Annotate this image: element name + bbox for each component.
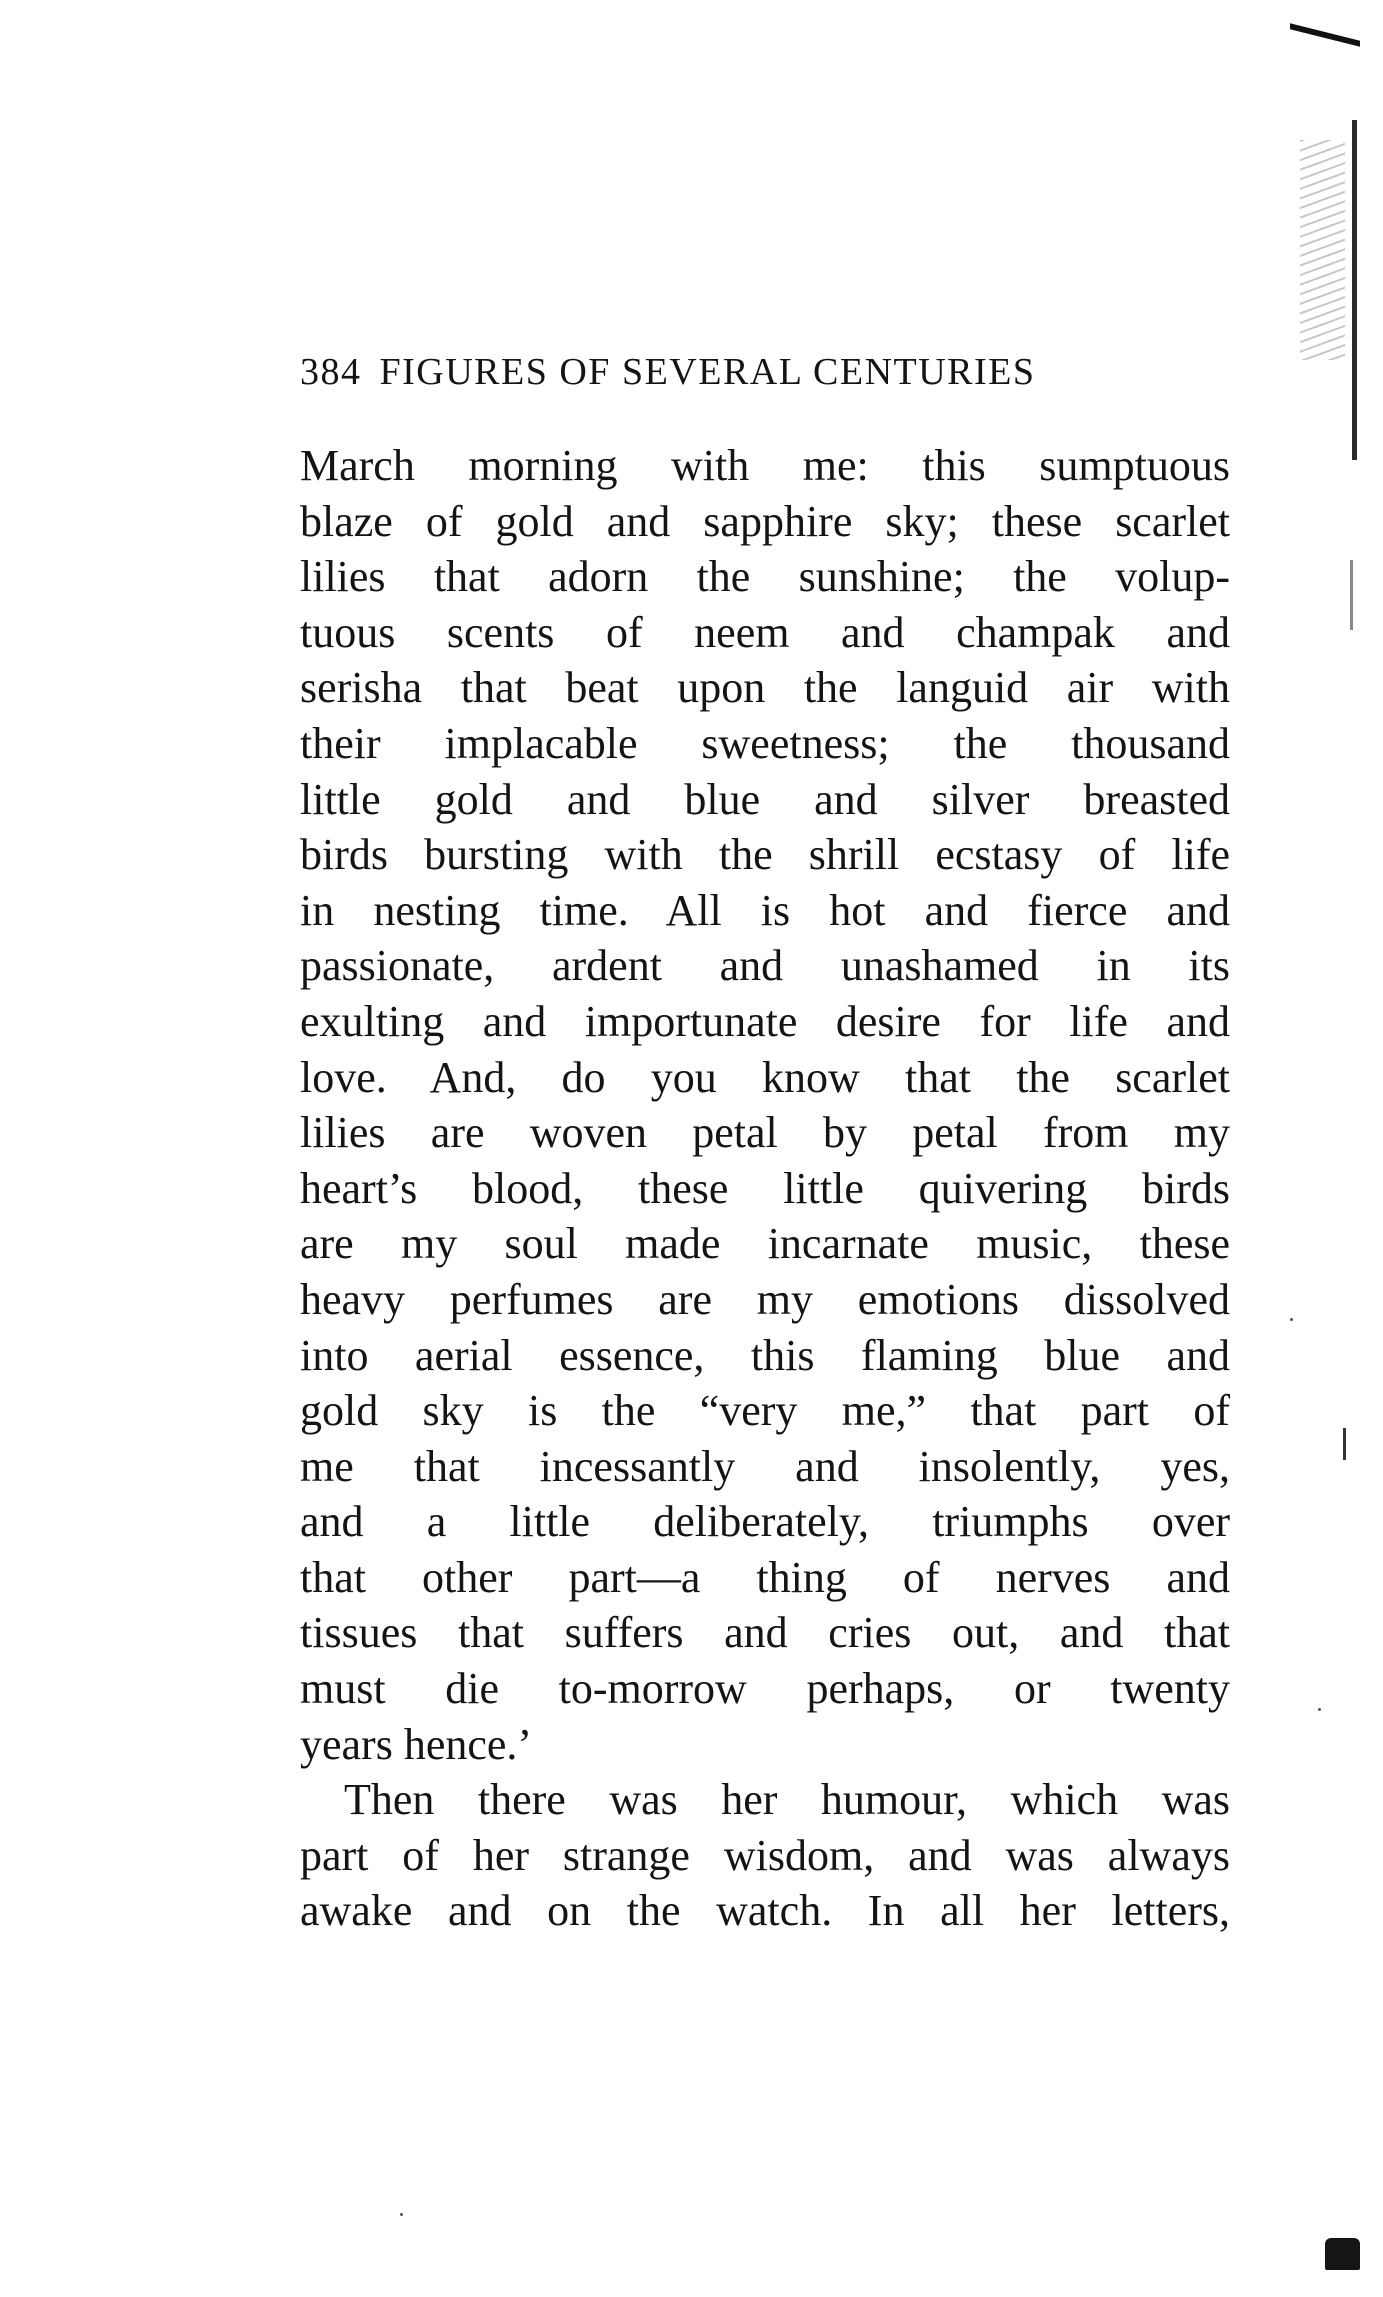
text-line: tissues that suffers and cries out, and that <box>300 1608 1230 1658</box>
text-line: awake and on the watch. In all her letters, <box>300 1886 1230 1936</box>
scan-margin-tick <box>1343 1428 1346 1460</box>
text-line: lilies that adorn the sunshine; the volup- <box>300 552 1230 602</box>
scan-bottom-blot <box>1325 2238 1360 2270</box>
text-line: heart’s blood, these little quivering birds <box>300 1163 1230 1213</box>
running-head <box>300 348 1230 396</box>
text-line: love. And, do you know that the scarlet <box>300 1052 1230 1102</box>
scan-specks <box>1300 140 1345 360</box>
scan-binding-edge-lower <box>1350 560 1353 630</box>
text-line: little gold and blue and silver breasted <box>300 774 1230 824</box>
paragraph-1 <box>300 438 1230 1772</box>
paragraph-2 <box>300 1772 1230 1939</box>
text-line: blaze of gold and sapphire sky; these scarlet <box>300 496 1230 546</box>
body-text <box>300 438 1230 1939</box>
text-line: their implacable sweetness; the thousand <box>300 718 1230 768</box>
scan-dot <box>400 2213 403 2216</box>
text-line: gold sky is the “very me,” that part of <box>300 1386 1230 1436</box>
text-line: serisha that beat upon the languid air with <box>300 663 1230 713</box>
text-line: into aerial essence, this flaming blue and <box>300 1330 1230 1380</box>
text-line: must die to-morrow perhaps, or twenty <box>300 1664 1230 1714</box>
text-line: heavy perfumes are my emotions dissolved <box>300 1274 1230 1324</box>
text-line: March morning with me: this sumptuous <box>300 441 1230 490</box>
text-line: tuous scents of neem and champak and <box>300 607 1230 657</box>
text-line: and a little deliberately, triumphs over <box>300 1497 1230 1547</box>
text-line: are my soul made incarnate music, these <box>300 1219 1230 1269</box>
page-number: 384 <box>300 351 362 393</box>
scan-dot <box>1290 1318 1293 1321</box>
text-line: me that incessantly and insolently, yes, <box>300 1441 1230 1491</box>
scan-dot <box>1318 1708 1321 1711</box>
text-line: part of her strange wisdom, and was always <box>300 1830 1230 1880</box>
text-line: passionate, ardent and unashamed in its <box>300 941 1230 991</box>
scan-corner-mark <box>1290 23 1360 46</box>
text-line: in nesting time. All is hot and fierce and <box>300 885 1230 935</box>
text-line: Then there was her humour, which was <box>344 1775 1230 1825</box>
running-title: FIGURES OF SEVERAL CENTURIES <box>379 351 1036 393</box>
text-line: lilies are woven petal by petal from my <box>300 1108 1230 1158</box>
text-line: exulting and importunate desire for life and <box>300 996 1230 1046</box>
text-line: birds bursting with the shrill ecstasy of life <box>300 830 1230 880</box>
text-line: that other part—a thing of nerves and <box>300 1552 1230 1602</box>
text-line: years hence.’ <box>300 1719 533 1769</box>
scan-binding-edge <box>1352 120 1357 460</box>
